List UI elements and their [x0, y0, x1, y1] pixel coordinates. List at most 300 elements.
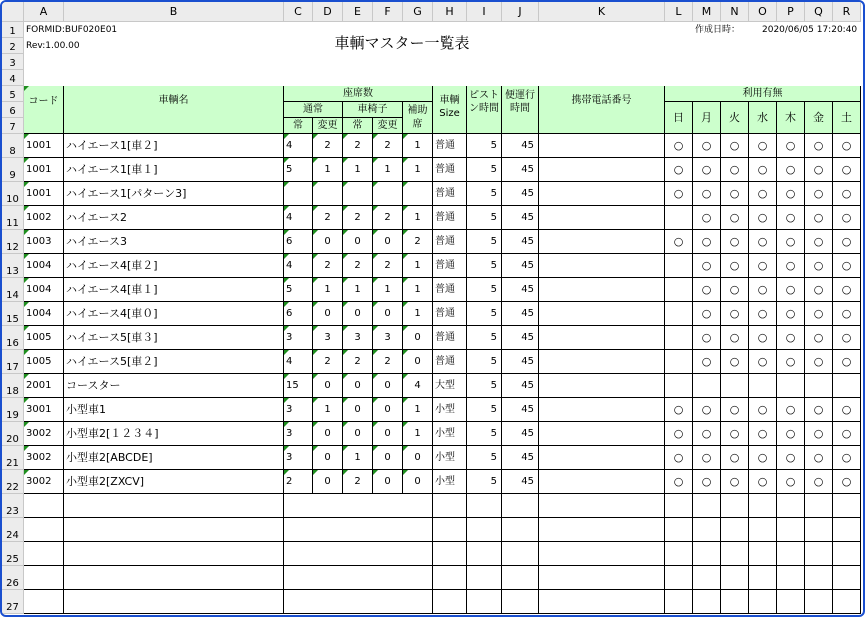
cell-phone-number[interactable]: [539, 374, 665, 398]
empty-cell[interactable]: [433, 494, 467, 518]
cell-phone-number[interactable]: [539, 206, 665, 230]
cell-normal-change[interactable]: 0: [313, 302, 343, 326]
column-header-n[interactable]: N: [721, 2, 749, 22]
cell-vehicle-name[interactable]: ハイエース2: [64, 206, 284, 230]
cell-wheelchair-change[interactable]: 3: [373, 326, 403, 350]
row-header-19[interactable]: 19: [2, 398, 24, 422]
cell-size[interactable]: 普通: [433, 230, 467, 254]
cell-day-4[interactable]: ○: [777, 470, 805, 494]
cell-vehicle-name[interactable]: ハイエース3: [64, 230, 284, 254]
cell-day-3[interactable]: [749, 374, 777, 398]
empty-cell[interactable]: [433, 590, 467, 614]
select-all-corner[interactable]: [2, 2, 24, 22]
cell-wheelchair-change[interactable]: 2: [373, 350, 403, 374]
cell-day-1[interactable]: ○: [693, 134, 721, 158]
empty-cell[interactable]: [24, 518, 64, 542]
cell-day-1[interactable]: ○: [693, 182, 721, 206]
empty-cell[interactable]: [777, 590, 805, 614]
cell-size[interactable]: 普通: [433, 134, 467, 158]
cell-vehicle-name[interactable]: 小型車2[１２３４]: [64, 422, 284, 446]
cell-wheelchair-change[interactable]: 2: [373, 134, 403, 158]
cell-aux-seat[interactable]: 1: [403, 278, 433, 302]
cell-day-3[interactable]: ○: [749, 422, 777, 446]
cell-day-2[interactable]: ○: [721, 422, 749, 446]
cell-day-5[interactable]: ○: [805, 158, 833, 182]
cell-wheelchair-regular[interactable]: 0: [343, 374, 373, 398]
cell-day-3[interactable]: ○: [749, 470, 777, 494]
cell-day-2[interactable]: ○: [721, 230, 749, 254]
cell-aux-seat[interactable]: 2: [403, 230, 433, 254]
cell-day-1[interactable]: ○: [693, 470, 721, 494]
cell-day-6[interactable]: ○: [833, 254, 861, 278]
cell-size[interactable]: 普通: [433, 326, 467, 350]
row-header-6[interactable]: 6: [2, 102, 24, 118]
cell-normal-regular[interactable]: 6: [284, 230, 313, 254]
cell-day-2[interactable]: ○: [721, 158, 749, 182]
empty-cell[interactable]: [805, 518, 833, 542]
cell-day-0[interactable]: ○: [665, 446, 693, 470]
cell-day-3[interactable]: ○: [749, 182, 777, 206]
cell-piston-time[interactable]: 5: [467, 398, 502, 422]
cell-size[interactable]: 小型: [433, 446, 467, 470]
cell-service-time[interactable]: 45: [502, 302, 539, 326]
empty-cell[interactable]: [284, 542, 433, 566]
empty-cell[interactable]: [539, 518, 665, 542]
cell-day-0[interactable]: [665, 254, 693, 278]
column-header-o[interactable]: O: [749, 2, 777, 22]
cell-normal-change[interactable]: 2: [313, 206, 343, 230]
cell-day-6[interactable]: ○: [833, 158, 861, 182]
cell-day-0[interactable]: ○: [665, 182, 693, 206]
cell-aux-seat[interactable]: 1: [403, 398, 433, 422]
cell-day-5[interactable]: [805, 374, 833, 398]
cell-wheelchair-change[interactable]: 0: [373, 446, 403, 470]
cell-aux-seat[interactable]: 1: [403, 254, 433, 278]
cell-day-3[interactable]: ○: [749, 398, 777, 422]
cell-day-5[interactable]: ○: [805, 422, 833, 446]
column-header-a[interactable]: A: [24, 2, 64, 22]
cell-day-5[interactable]: ○: [805, 302, 833, 326]
cell-normal-change[interactable]: 0: [313, 470, 343, 494]
cell-aux-seat[interactable]: 1: [403, 158, 433, 182]
cell-normal-change[interactable]: 0: [313, 422, 343, 446]
cell-day-3[interactable]: ○: [749, 350, 777, 374]
cell-phone-number[interactable]: [539, 230, 665, 254]
cell-day-4[interactable]: ○: [777, 326, 805, 350]
cell-normal-regular[interactable]: 4: [284, 134, 313, 158]
empty-cell[interactable]: [24, 590, 64, 614]
empty-cell[interactable]: [665, 590, 693, 614]
cell-normal-regular[interactable]: 6: [284, 302, 313, 326]
cell-day-6[interactable]: ○: [833, 350, 861, 374]
empty-cell[interactable]: [749, 590, 777, 614]
cell-day-3[interactable]: ○: [749, 158, 777, 182]
empty-cell[interactable]: [433, 566, 467, 590]
cell-normal-regular[interactable]: [284, 182, 313, 206]
cell-normal-change[interactable]: 2: [313, 134, 343, 158]
cell-size[interactable]: 小型: [433, 398, 467, 422]
cell-day-1[interactable]: ○: [693, 158, 721, 182]
cell-size[interactable]: 普通: [433, 182, 467, 206]
row-header-22[interactable]: 22: [2, 470, 24, 494]
empty-cell[interactable]: [721, 590, 749, 614]
column-header-m[interactable]: M: [693, 2, 721, 22]
cell-vehicle-name[interactable]: 小型車2[ABCDE]: [64, 446, 284, 470]
cell-day-3[interactable]: ○: [749, 278, 777, 302]
column-header-g[interactable]: G: [403, 2, 433, 22]
cell-phone-number[interactable]: [539, 302, 665, 326]
cell-wheelchair-change[interactable]: 0: [373, 302, 403, 326]
cell-vehicle-name[interactable]: コースター: [64, 374, 284, 398]
cell-day-4[interactable]: ○: [777, 422, 805, 446]
empty-cell[interactable]: [284, 590, 433, 614]
cell-aux-seat[interactable]: 0: [403, 470, 433, 494]
row-header-5[interactable]: 5: [2, 86, 24, 102]
empty-cell[interactable]: [467, 566, 502, 590]
cell-normal-change[interactable]: 2: [313, 350, 343, 374]
cell-day-6[interactable]: ○: [833, 422, 861, 446]
cell-day-2[interactable]: ○: [721, 350, 749, 374]
empty-cell[interactable]: [665, 518, 693, 542]
cell-day-3[interactable]: ○: [749, 230, 777, 254]
empty-cell[interactable]: [539, 590, 665, 614]
empty-cell[interactable]: [284, 566, 433, 590]
row-header-11[interactable]: 11: [2, 206, 24, 230]
cell-day-2[interactable]: ○: [721, 278, 749, 302]
cell-phone-number[interactable]: [539, 350, 665, 374]
cell-wheelchair-regular[interactable]: 2: [343, 206, 373, 230]
cell-wheelchair-change[interactable]: [373, 182, 403, 206]
cell-day-3[interactable]: ○: [749, 446, 777, 470]
cell-day-2[interactable]: ○: [721, 326, 749, 350]
empty-cell[interactable]: [777, 518, 805, 542]
cell-day-2[interactable]: [721, 374, 749, 398]
cell-size[interactable]: 普通: [433, 206, 467, 230]
cell-service-time[interactable]: 45: [502, 326, 539, 350]
cell-piston-time[interactable]: 5: [467, 470, 502, 494]
cell-vehicle-name[interactable]: ハイエース5[車２]: [64, 350, 284, 374]
empty-cell[interactable]: [833, 518, 861, 542]
cell-normal-regular[interactable]: 5: [284, 158, 313, 182]
column-header-r[interactable]: R: [833, 2, 861, 22]
cell-service-time[interactable]: 45: [502, 278, 539, 302]
empty-cell[interactable]: [467, 542, 502, 566]
cell-service-time[interactable]: 45: [502, 470, 539, 494]
cell-wheelchair-change[interactable]: 0: [373, 230, 403, 254]
cell-wheelchair-regular[interactable]: 0: [343, 302, 373, 326]
column-header-q[interactable]: Q: [805, 2, 833, 22]
column-header-l[interactable]: L: [665, 2, 693, 22]
cell-day-4[interactable]: ○: [777, 350, 805, 374]
cell-phone-number[interactable]: [539, 278, 665, 302]
cell-day-0[interactable]: [665, 374, 693, 398]
cell-day-1[interactable]: ○: [693, 350, 721, 374]
row-header-27[interactable]: 27: [2, 590, 24, 614]
cell-normal-change[interactable]: 0: [313, 374, 343, 398]
cell-day-1[interactable]: ○: [693, 422, 721, 446]
cell-size[interactable]: 普通: [433, 254, 467, 278]
cell-day-0[interactable]: [665, 350, 693, 374]
empty-cell[interactable]: [64, 590, 284, 614]
cell-day-0[interactable]: ○: [665, 470, 693, 494]
cell-wheelchair-change[interactable]: 1: [373, 158, 403, 182]
empty-cell[interactable]: [693, 494, 721, 518]
column-header-p[interactable]: P: [777, 2, 805, 22]
cell-code[interactable]: 2001: [24, 374, 64, 398]
cell-service-time[interactable]: 45: [502, 158, 539, 182]
cell-day-6[interactable]: ○: [833, 206, 861, 230]
cell-wheelchair-change[interactable]: 1: [373, 278, 403, 302]
empty-cell[interactable]: [693, 518, 721, 542]
column-header-e[interactable]: E: [343, 2, 373, 22]
cell-code[interactable]: 3002: [24, 422, 64, 446]
cell-aux-seat[interactable]: [403, 182, 433, 206]
cell-day-4[interactable]: ○: [777, 134, 805, 158]
cell-normal-regular[interactable]: 3: [284, 326, 313, 350]
row-header-7[interactable]: 7: [2, 118, 24, 134]
cell-phone-number[interactable]: [539, 134, 665, 158]
cell-normal-regular[interactable]: 15: [284, 374, 313, 398]
empty-cell[interactable]: [721, 542, 749, 566]
empty-cell[interactable]: [24, 494, 64, 518]
column-header-k[interactable]: K: [539, 2, 665, 22]
cell-day-0[interactable]: [665, 278, 693, 302]
cell-code[interactable]: 1001: [24, 182, 64, 206]
row-header-9[interactable]: 9: [2, 158, 24, 182]
cell-day-1[interactable]: ○: [693, 398, 721, 422]
cell-wheelchair-regular[interactable]: 1: [343, 446, 373, 470]
empty-cell[interactable]: [721, 518, 749, 542]
column-header-h[interactable]: H: [433, 2, 467, 22]
cell-normal-change[interactable]: 3: [313, 326, 343, 350]
cell-code[interactable]: 1001: [24, 158, 64, 182]
cell-normal-change[interactable]: 1: [313, 278, 343, 302]
cell-day-6[interactable]: ○: [833, 302, 861, 326]
empty-cell[interactable]: [64, 494, 284, 518]
empty-cell[interactable]: [433, 518, 467, 542]
cell-day-2[interactable]: ○: [721, 254, 749, 278]
cell-wheelchair-regular[interactable]: 0: [343, 230, 373, 254]
cell-vehicle-name[interactable]: ハイエース4[車１]: [64, 278, 284, 302]
cell-aux-seat[interactable]: 1: [403, 134, 433, 158]
cell-day-5[interactable]: ○: [805, 326, 833, 350]
cell-day-0[interactable]: [665, 302, 693, 326]
cell-day-0[interactable]: ○: [665, 230, 693, 254]
empty-cell[interactable]: [665, 566, 693, 590]
cell-service-time[interactable]: 45: [502, 254, 539, 278]
cell-vehicle-name[interactable]: ハイエース1[車１]: [64, 158, 284, 182]
cell-day-1[interactable]: ○: [693, 326, 721, 350]
cell-service-time[interactable]: 45: [502, 182, 539, 206]
empty-cell[interactable]: [502, 494, 539, 518]
empty-cell[interactable]: [64, 542, 284, 566]
cell-day-2[interactable]: ○: [721, 182, 749, 206]
cell-aux-seat[interactable]: 1: [403, 302, 433, 326]
cell-piston-time[interactable]: 5: [467, 278, 502, 302]
empty-cell[interactable]: [833, 494, 861, 518]
cell-vehicle-name[interactable]: ハイエース1[パターン3]: [64, 182, 284, 206]
cell-day-1[interactable]: ○: [693, 446, 721, 470]
cell-normal-regular[interactable]: 3: [284, 398, 313, 422]
cell-aux-seat[interactable]: 0: [403, 446, 433, 470]
column-header-i[interactable]: I: [467, 2, 502, 22]
cell-day-4[interactable]: ○: [777, 158, 805, 182]
empty-cell[interactable]: [433, 542, 467, 566]
cell-day-4[interactable]: ○: [777, 254, 805, 278]
cell-day-2[interactable]: ○: [721, 206, 749, 230]
row-header-16[interactable]: 16: [2, 326, 24, 350]
cell-code[interactable]: 1004: [24, 302, 64, 326]
cell-day-3[interactable]: ○: [749, 206, 777, 230]
empty-cell[interactable]: [665, 494, 693, 518]
column-header-c[interactable]: C: [284, 2, 313, 22]
cell-day-0[interactable]: ○: [665, 134, 693, 158]
empty-cell[interactable]: [502, 590, 539, 614]
empty-cell[interactable]: [749, 542, 777, 566]
row-header-13[interactable]: 13: [2, 254, 24, 278]
empty-cell[interactable]: [502, 542, 539, 566]
empty-cell[interactable]: [693, 542, 721, 566]
cell-day-4[interactable]: ○: [777, 398, 805, 422]
cell-vehicle-name[interactable]: 小型車2[ZXCV]: [64, 470, 284, 494]
cell-day-5[interactable]: ○: [805, 182, 833, 206]
cell-day-4[interactable]: ○: [777, 446, 805, 470]
cell-day-1[interactable]: ○: [693, 206, 721, 230]
cell-size[interactable]: 普通: [433, 350, 467, 374]
cell-day-2[interactable]: ○: [721, 470, 749, 494]
cell-day-2[interactable]: ○: [721, 134, 749, 158]
row-header-8[interactable]: 8: [2, 134, 24, 158]
cell-day-0[interactable]: ○: [665, 422, 693, 446]
cell-code[interactable]: 1005: [24, 350, 64, 374]
cell-day-5[interactable]: ○: [805, 470, 833, 494]
empty-cell[interactable]: [749, 494, 777, 518]
cell-day-2[interactable]: ○: [721, 398, 749, 422]
empty-cell[interactable]: [749, 566, 777, 590]
empty-cell[interactable]: [467, 518, 502, 542]
cell-normal-regular[interactable]: 3: [284, 446, 313, 470]
empty-cell[interactable]: [539, 494, 665, 518]
cell-normal-regular[interactable]: 3: [284, 422, 313, 446]
cell-day-5[interactable]: ○: [805, 134, 833, 158]
cell-wheelchair-change[interactable]: 0: [373, 374, 403, 398]
cell-service-time[interactable]: 45: [502, 230, 539, 254]
cell-day-5[interactable]: ○: [805, 446, 833, 470]
cell-wheelchair-change[interactable]: 2: [373, 254, 403, 278]
cell-day-4[interactable]: ○: [777, 302, 805, 326]
cell-normal-regular[interactable]: 4: [284, 206, 313, 230]
cell-day-3[interactable]: ○: [749, 326, 777, 350]
cell-day-5[interactable]: ○: [805, 278, 833, 302]
empty-cell[interactable]: [539, 566, 665, 590]
cell-wheelchair-change[interactable]: 0: [373, 422, 403, 446]
cell-day-6[interactable]: ○: [833, 326, 861, 350]
cell-normal-regular[interactable]: 4: [284, 350, 313, 374]
empty-cell[interactable]: [833, 590, 861, 614]
column-header-b[interactable]: B: [64, 2, 284, 22]
row-header-15[interactable]: 15: [2, 302, 24, 326]
empty-cell[interactable]: [721, 494, 749, 518]
cell-code[interactable]: 1005: [24, 326, 64, 350]
cell-code[interactable]: 3002: [24, 446, 64, 470]
cell-piston-time[interactable]: 5: [467, 134, 502, 158]
cell-piston-time[interactable]: 5: [467, 422, 502, 446]
empty-cell[interactable]: [502, 566, 539, 590]
cell-day-6[interactable]: ○: [833, 470, 861, 494]
empty-cell[interactable]: [64, 566, 284, 590]
row-header-4[interactable]: 4: [2, 70, 24, 86]
column-header-f[interactable]: F: [373, 2, 403, 22]
cell-vehicle-name[interactable]: ハイエース4[車０]: [64, 302, 284, 326]
cell-day-6[interactable]: ○: [833, 182, 861, 206]
cell-piston-time[interactable]: 5: [467, 326, 502, 350]
cell-day-6[interactable]: ○: [833, 278, 861, 302]
cell-code[interactable]: 3002: [24, 470, 64, 494]
cell-day-4[interactable]: ○: [777, 206, 805, 230]
cell-size[interactable]: 普通: [433, 158, 467, 182]
cell-wheelchair-change[interactable]: 2: [373, 206, 403, 230]
empty-cell[interactable]: [749, 518, 777, 542]
cell-vehicle-name[interactable]: ハイエース5[車３]: [64, 326, 284, 350]
row-header-25[interactable]: 25: [2, 542, 24, 566]
cell-normal-change[interactable]: 1: [313, 398, 343, 422]
cell-size[interactable]: 普通: [433, 278, 467, 302]
row-header-23[interactable]: 23: [2, 494, 24, 518]
cell-normal-change[interactable]: 0: [313, 446, 343, 470]
cell-size[interactable]: 小型: [433, 422, 467, 446]
empty-cell[interactable]: [805, 566, 833, 590]
cell-day-1[interactable]: ○: [693, 278, 721, 302]
empty-cell[interactable]: [467, 590, 502, 614]
cell-piston-time[interactable]: 5: [467, 254, 502, 278]
cell-vehicle-name[interactable]: 小型車1: [64, 398, 284, 422]
cell-aux-seat[interactable]: 4: [403, 374, 433, 398]
cell-aux-seat[interactable]: 1: [403, 206, 433, 230]
cell-phone-number[interactable]: [539, 158, 665, 182]
cell-code[interactable]: 1004: [24, 254, 64, 278]
row-header-10[interactable]: 10: [2, 182, 24, 206]
cell-vehicle-name[interactable]: ハイエース4[車２]: [64, 254, 284, 278]
empty-cell[interactable]: [693, 566, 721, 590]
cell-size[interactable]: 普通: [433, 302, 467, 326]
cell-day-1[interactable]: ○: [693, 302, 721, 326]
cell-service-time[interactable]: 45: [502, 422, 539, 446]
empty-cell[interactable]: [24, 542, 64, 566]
cell-day-1[interactable]: ○: [693, 254, 721, 278]
cell-code[interactable]: 1002: [24, 206, 64, 230]
empty-cell[interactable]: [805, 494, 833, 518]
empty-cell[interactable]: [721, 566, 749, 590]
empty-cell[interactable]: [833, 566, 861, 590]
cell-wheelchair-regular[interactable]: 0: [343, 422, 373, 446]
cell-service-time[interactable]: 45: [502, 398, 539, 422]
cell-normal-change[interactable]: 2: [313, 254, 343, 278]
cell-day-6[interactable]: ○: [833, 230, 861, 254]
row-header-24[interactable]: 24: [2, 518, 24, 542]
cell-normal-regular[interactable]: 5: [284, 278, 313, 302]
cell-service-time[interactable]: 45: [502, 446, 539, 470]
empty-cell[interactable]: [502, 518, 539, 542]
cell-piston-time[interactable]: 5: [467, 374, 502, 398]
cell-day-0[interactable]: ○: [665, 158, 693, 182]
column-header-j[interactable]: J: [502, 2, 539, 22]
cell-wheelchair-regular[interactable]: 2: [343, 350, 373, 374]
cell-day-3[interactable]: ○: [749, 134, 777, 158]
cell-day-6[interactable]: ○: [833, 398, 861, 422]
empty-cell[interactable]: [284, 494, 433, 518]
cell-day-5[interactable]: ○: [805, 206, 833, 230]
cell-wheelchair-regular[interactable]: 2: [343, 254, 373, 278]
